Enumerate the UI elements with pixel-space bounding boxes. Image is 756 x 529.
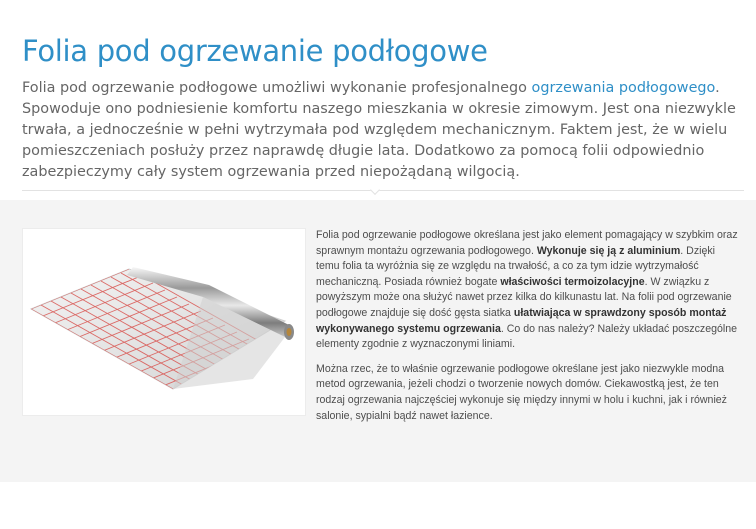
foil-roll-illustration: [23, 229, 305, 415]
aluminium-highlight: Wykonuje się ją z aluminium: [536, 244, 681, 257]
details-section: [0, 200, 756, 482]
grid-installation-highlight: ułatwiająca w sprawdzony sposób montaż wykonywanego systemu ogrzewania: [316, 306, 727, 335]
foil-roll-image: [22, 228, 306, 416]
intro-section: [0, 0, 756, 200]
details-text: [316, 228, 738, 433]
thermal-insulation-highlight: właściwości termoizolacyjne: [500, 275, 645, 288]
details-paragraph-1: [316, 228, 738, 353]
details-text-part-4: . Co do nas należy? Należy układać poszczególne elementy zgodnie z wyznaczonymi liniami.: [316, 322, 738, 351]
details-text-part-1: Folia pod ogrzewanie podłogowe określana jest jako element pomagający w szybkim oraz sprawnym montażu ogrzewania podłogowego.: [316, 229, 738, 257]
intro-text-end: . Spowoduje ono podniesienie komfortu naszego mieszkania w okresie zimowym. Jest ona niezwykle trwała, a jednocześnie w pełni wytrzymała pod względem mechanicznym. Faktem jest, że w wielu pomieszczeniach posłuży przez naprawdę długie lata. Dodatkowo za pomocą folii odpowiednio zabezpieczymy cały system ogrzewania przed niepożądaną wilgocią.: [22, 80, 736, 180]
intro-text-start: Folia pod ogrzewanie podłogowe umożliwi wykonanie profesjonalnego: [22, 80, 532, 96]
page-bottom: [0, 482, 756, 529]
section-divider: [22, 190, 744, 191]
details-paragraph-2: Można rzec, że to właśnie ogrzewanie podłogowe określane jest jako niezwykle modna metod ogrzewania, jeżeli chodzi o tworzenie nowych domów. Ciekawostką jest, że ten rodzaj ogrzewania najczęściej wykonuje się między innymi w holu i kuchni, jak i również salonie, sypialni bądź nawet łazience.: [316, 362, 727, 422]
details-text-part-2: . Dzięki temu folia ta wyróżnia się ze względu na trwałość, a co za tym idzie wytrzymałość mechaniczną. Posiada również bogate: [316, 244, 716, 288]
page-title: Folia pod ogrzewanie podłogowe: [22, 34, 488, 68]
details-text-part-3: . W związku z powyższym może ona służyć nawet przez kilka do kilkunastu lat. Na folii pod ogrzewanie podłogowe znajduje się dość gęsta siatka: [316, 275, 732, 319]
foil-roll-core: [287, 328, 292, 336]
divider-notch: [370, 185, 380, 195]
underfloor-heating-link[interactable]: ogrzewania podłogowego: [531, 80, 716, 96]
intro-paragraph: [22, 78, 744, 183]
